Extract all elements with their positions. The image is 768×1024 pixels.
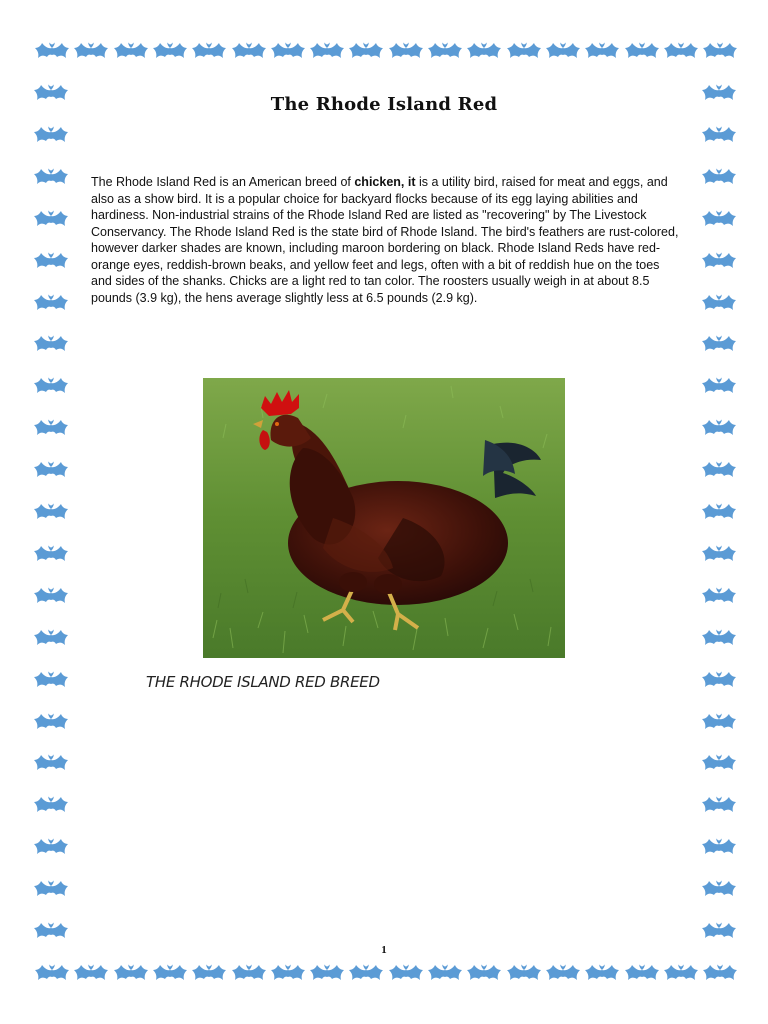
bat-icon bbox=[428, 40, 462, 62]
bat-icon bbox=[702, 501, 736, 523]
bat-icon bbox=[702, 250, 736, 272]
bat-icon bbox=[702, 920, 736, 942]
bat-icon bbox=[34, 711, 68, 733]
bat-icon bbox=[192, 40, 226, 62]
bat-icon bbox=[74, 40, 108, 62]
bat-icon bbox=[702, 836, 736, 858]
bat-icon bbox=[702, 669, 736, 691]
bat-icon bbox=[428, 962, 462, 984]
bat-icon bbox=[389, 962, 423, 984]
bat-icon bbox=[35, 40, 69, 62]
bat-icon bbox=[546, 40, 580, 62]
bat-icon bbox=[625, 40, 659, 62]
bat-icon bbox=[34, 543, 68, 565]
bat-icon bbox=[546, 962, 580, 984]
bat-icon bbox=[34, 333, 68, 355]
bat-icon bbox=[702, 585, 736, 607]
bat-icon bbox=[702, 208, 736, 230]
bat-icon bbox=[34, 794, 68, 816]
bat-icon bbox=[349, 962, 383, 984]
bat-icon bbox=[271, 962, 305, 984]
bat-icon bbox=[467, 40, 501, 62]
bat-icon bbox=[585, 962, 619, 984]
bat-icon bbox=[625, 962, 659, 984]
bat-icon bbox=[153, 962, 187, 984]
bat-icon bbox=[153, 40, 187, 62]
bat-icon bbox=[34, 752, 68, 774]
bat-icon bbox=[467, 962, 501, 984]
bat-icon bbox=[34, 459, 68, 481]
bat-icon bbox=[232, 40, 266, 62]
paragraph-rest: is a utility bird, raised for meat and eggs, and also as a show bird. It is a popular choice for backyard flocks because of its egg laying abilities and hardiness. Non-industrial strains of the Rhode Island Red are listed as "recovering" by The Livestock Conservancy. The Rhode Island Red is the state bird of Rhode Island. The bird's feathers are rust-colored, however darker shades are known, including maroon bordering on black. Rhode Island Reds have red-orange eyes, reddish-brown beaks, and yellow feet and legs, often with a bit of reddish hue on the toes and sides of the shanks. Chicks are a light red to tan color. The roosters usually weigh in at about 8.5 pounds (3.9 kg), the hens average slightly less at 6.5 pounds (2.9 kg). bbox=[91, 175, 679, 305]
image-caption: THE RHODE ISLAND RED BREED bbox=[146, 673, 380, 691]
paragraph-bold: chicken, it bbox=[354, 175, 416, 189]
rooster-photo bbox=[203, 378, 565, 658]
bat-icon bbox=[702, 292, 736, 314]
bat-icon bbox=[507, 40, 541, 62]
bat-icon bbox=[703, 40, 737, 62]
bat-icon bbox=[34, 375, 68, 397]
bat-icon bbox=[389, 40, 423, 62]
bat-icon bbox=[702, 166, 736, 188]
bat-icon bbox=[34, 166, 68, 188]
bat-icon bbox=[585, 40, 619, 62]
bat-icon bbox=[34, 627, 68, 649]
bat-icon bbox=[703, 962, 737, 984]
bat-icon bbox=[702, 878, 736, 900]
bat-icon bbox=[702, 794, 736, 816]
bat-icon bbox=[34, 417, 68, 439]
rooster-illustration bbox=[203, 378, 565, 658]
bat-icon bbox=[310, 962, 344, 984]
bat-icon bbox=[507, 962, 541, 984]
bat-icon bbox=[34, 250, 68, 272]
bat-icon bbox=[702, 459, 736, 481]
bat-icon bbox=[114, 40, 148, 62]
bat-icon bbox=[702, 627, 736, 649]
body-paragraph bbox=[91, 174, 683, 306]
bat-icon bbox=[702, 124, 736, 146]
bat-icon bbox=[35, 962, 69, 984]
bat-icon bbox=[232, 962, 266, 984]
bat-icon bbox=[702, 752, 736, 774]
bat-icon bbox=[702, 543, 736, 565]
bat-icon bbox=[664, 40, 698, 62]
bat-icon bbox=[664, 962, 698, 984]
bat-icon bbox=[34, 501, 68, 523]
page-number: 1 bbox=[381, 944, 387, 956]
bat-icon bbox=[34, 292, 68, 314]
bat-icon bbox=[114, 962, 148, 984]
page-title: The Rhode Island Red bbox=[270, 94, 498, 115]
bat-icon bbox=[74, 962, 108, 984]
bat-icon bbox=[192, 962, 226, 984]
bat-icon bbox=[702, 417, 736, 439]
bat-icon bbox=[702, 375, 736, 397]
bat-icon bbox=[34, 669, 68, 691]
paragraph-start: The Rhode Island Red is an American breed of bbox=[91, 175, 355, 189]
bat-icon bbox=[34, 124, 68, 146]
bat-icon bbox=[34, 836, 68, 858]
bat-icon bbox=[34, 585, 68, 607]
bat-icon bbox=[702, 711, 736, 733]
bat-icon bbox=[34, 208, 68, 230]
bat-icon bbox=[34, 878, 68, 900]
bat-icon bbox=[310, 40, 344, 62]
bat-icon bbox=[349, 40, 383, 62]
bat-icon bbox=[34, 920, 68, 942]
bat-icon bbox=[271, 40, 305, 62]
bat-icon bbox=[702, 333, 736, 355]
